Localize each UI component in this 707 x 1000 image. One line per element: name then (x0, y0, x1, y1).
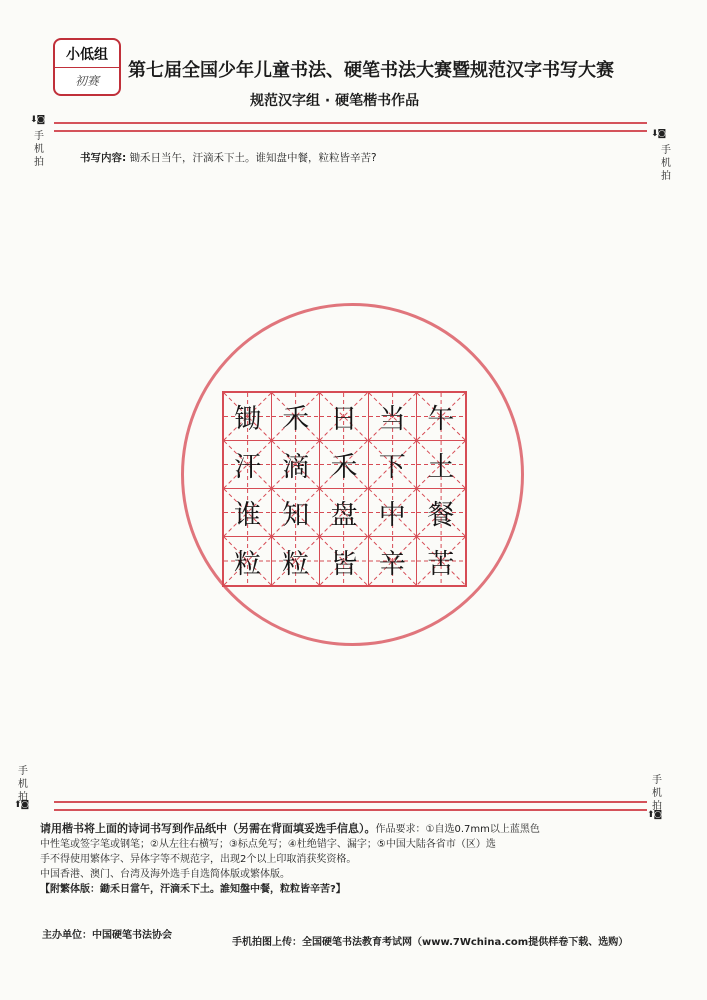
handwritten-character: 谁 (234, 500, 262, 531)
handwritten-character: 辛 (378, 548, 406, 580)
grid-cell (369, 393, 417, 441)
handwritten-character: 滴 (282, 452, 310, 483)
grid-cell (369, 489, 417, 537)
handwritten-character: 苦 (427, 548, 455, 580)
handwritten-character: 下 (378, 452, 406, 483)
camera-label-bottom-left: 手机拍 (18, 766, 28, 803)
grid-cell (272, 537, 320, 585)
grid-cell (369, 441, 417, 489)
grid-cell (417, 489, 465, 537)
top-divider (54, 122, 647, 132)
handwritten-character: 午 (427, 404, 455, 435)
grid-cell (272, 489, 320, 537)
requirements (40, 821, 660, 897)
handwritten-character: 中 (378, 500, 406, 531)
writing-content (80, 150, 377, 165)
camera-marker-icon: ⬇◙ (30, 115, 45, 125)
grid-cell (320, 393, 368, 441)
camera-marker-icon: ⬇◙ (651, 129, 666, 139)
requirements-lead: 请用楷书将上面的诗词书写到作品纸中（另需在背面填妥选手信息）。 (40, 822, 376, 835)
handwritten-character: 皆 (330, 548, 358, 580)
requirements-line1: 作品要求：①自选0.7mm以上蓝黑色 (375, 824, 540, 835)
handwritten-character: 锄 (234, 404, 262, 435)
requirements-line4: 中国香港、澳门、台湾及海外选手自选简体版或繁体版。 (40, 869, 290, 880)
handwritten-character: 知 (282, 500, 310, 531)
handwritten-character: 日 (330, 404, 358, 435)
grid-cell (272, 441, 320, 489)
grid-cell (320, 441, 368, 489)
writing-content-label: 书写内容: (80, 152, 127, 164)
handwritten-character: 禾 (330, 452, 358, 483)
handwritten-character: 禾 (282, 404, 310, 435)
grid-cell (417, 441, 465, 489)
handwritten-character: 餐 (427, 500, 455, 531)
handwritten-character: 粒 (282, 548, 310, 580)
camera-marker-icon: ⬆◙ (647, 810, 662, 820)
requirements-line2: 中性笔或签字笔或钢笔；②从左往右横写；③标点免写；④杜绝错字、漏字；⑤中国大陆各省市（区）选 (40, 839, 496, 850)
grid-cell (320, 537, 368, 585)
camera-label-top-left: 手机拍 (34, 131, 44, 168)
handwritten-character: 盘 (330, 500, 358, 531)
traditional-annex: 【附繁体版：鋤禾日當午，汗滴禾下土。誰知盤中餐，粒粒皆辛苦?】 (40, 884, 346, 895)
camera-label-top-right: 手机拍 (661, 145, 671, 182)
grid-cell (224, 441, 272, 489)
camera-label-bottom-right: 手机拍 (652, 775, 662, 812)
grid-cell (320, 489, 368, 537)
grid-cell (224, 393, 272, 441)
bottom-divider (54, 801, 647, 811)
badge-group: 小低组 (55, 40, 119, 68)
grid-cell (272, 393, 320, 441)
handwritten-character: 粒 (234, 548, 262, 580)
handwritten-character: 土 (427, 452, 455, 483)
grid-cell (417, 393, 465, 441)
upload-info: 手机拍图上传：全国硬笔书法教育考试网（www.7Wchina.com提供样卷下载、选购） (232, 937, 629, 948)
grid-cell (224, 537, 272, 585)
category-badge (53, 38, 121, 96)
page-subtitle: 规范汉字组 · 硬笔楷书作品 (250, 93, 420, 109)
page-title: 第七届全国少年儿童书法、硬笔书法大赛暨规范汉字书写大赛 (128, 60, 614, 81)
requirements-line3: 手不得使用繁体字、异体字等不规范字，出现2个以上印取消获奖资格。 (40, 854, 357, 865)
practice-grid (222, 391, 467, 587)
grid-cell (224, 489, 272, 537)
grid-cell (417, 537, 465, 585)
badge-stage: 初赛 (74, 74, 99, 88)
grid-cell (369, 537, 417, 585)
organizer: 主办单位：中国硬笔书法协会 (42, 930, 172, 941)
camera-marker-icon: ⬆◙ (14, 800, 29, 810)
handwritten-character: 当 (378, 404, 406, 435)
handwritten-character: 汗 (234, 452, 262, 483)
writing-content-text: 锄禾日当午，汗滴禾下土。谁知盘中餐，粒粒皆辛苦? (129, 152, 377, 164)
